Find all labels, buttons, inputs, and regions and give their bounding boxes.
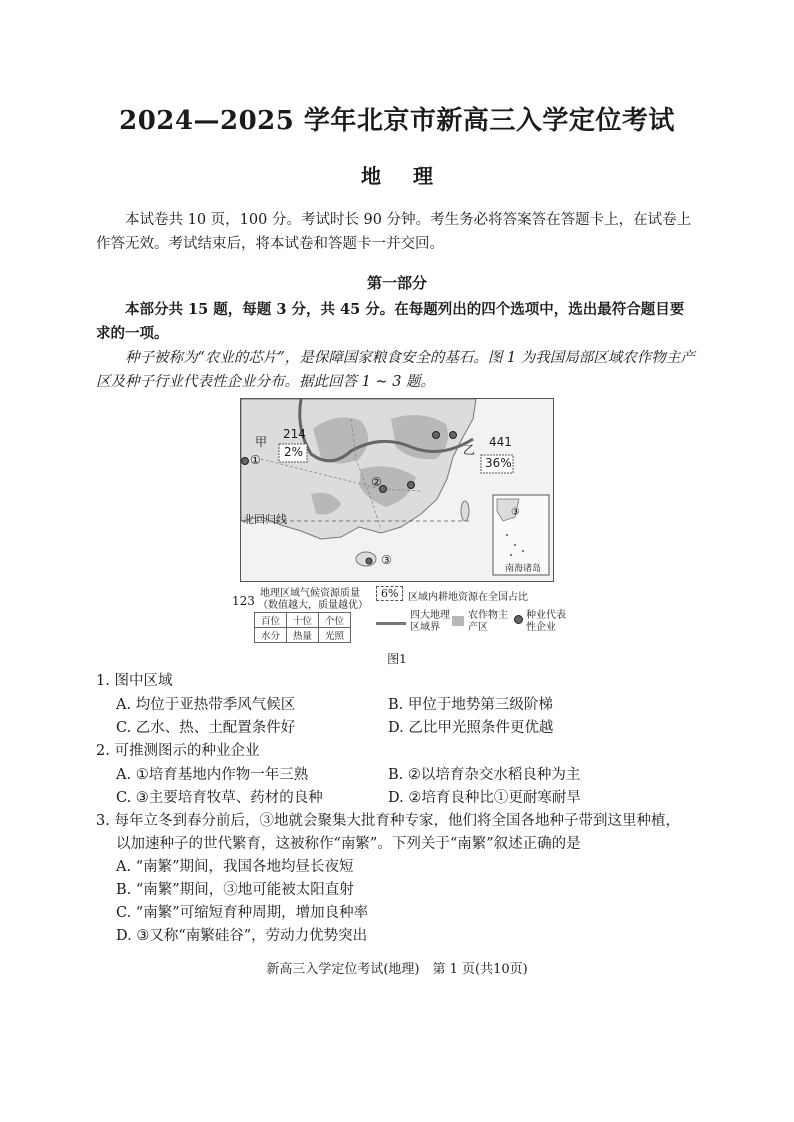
question-1-stem: 1. 图中区域 [96, 673, 173, 689]
question-2-option-d[interactable]: D. ②培育良种比①更耐寒耐旱 [388, 790, 581, 806]
question-stem-intro: 种子被称为“农业的芯片”，是保障国家粮食安全的基石。图 1 为我国局部区域农作物主产区及种子行业代表性企业分布。据此回答 1 ~ 3 题。 [96, 350, 695, 390]
question-2-stem: 2. 可推测图示的种业企业 [96, 743, 260, 759]
map-label-islands: 南海诸岛 [505, 564, 542, 574]
map-label-441: 441 [489, 435, 512, 449]
map-label-c3: ③ [381, 553, 392, 567]
legend-digit-header: 个位 [319, 613, 351, 628]
question-3-option-d[interactable]: D. ③又称“南繁硅谷”，劳动力优势突出 [116, 928, 368, 944]
map-label-pct-2: 2% [284, 445, 304, 459]
question-1-option-a[interactable]: A. 均位于亚热带季风气候区 [116, 697, 296, 713]
legend-quality-note: （数值越大，质量越优） [258, 600, 368, 611]
legend-digit-header: 百位 [255, 613, 287, 628]
map-label-214: 214 [283, 427, 306, 441]
map-label-tropic: 北回归线 [243, 513, 287, 526]
section-instructions: 本部分共 15 题，每题 3 分，共 45 分。在每题列出的四个选项中，选出最符合题目要求的一项。 [96, 301, 685, 342]
legend-digit-meaning: 热量 [287, 628, 319, 643]
question-2-option-a[interactable]: A. ①培育基地内作物一年三熟 [116, 767, 309, 783]
map-label-yi: 乙 [463, 443, 476, 457]
exam-title: 2024—2025 学年北京市新高三入学定位考试 [119, 106, 675, 136]
legend-crop-swatch [452, 616, 464, 626]
legend-enterprise-icon [514, 615, 523, 624]
legend-pct-sample: 6% [376, 586, 403, 601]
legend-pct-text: 区域内耕地资源在全国占比 [408, 592, 528, 603]
legend-digit-meaning: 光照 [319, 628, 351, 643]
question-1-option-d[interactable]: D. 乙比甲光照条件更优越 [388, 720, 554, 736]
legend-digit-meaning: 水分 [255, 628, 287, 643]
map-figure [240, 398, 554, 582]
question-1-option-c[interactable]: C. 乙水、热、土配置条件好 [116, 720, 296, 736]
legend-quality-text: 地理区域气候资源质量 [260, 588, 360, 599]
question-3-option-b[interactable]: B. “南繁”期间，③地可能被太阳直射 [116, 882, 354, 898]
legend-digit-table [254, 612, 351, 643]
subject-title: 地理 [361, 164, 465, 188]
question-3-stem-line2: 以加速种子的世代繁育，这被称作“南繁”。下列关于“南繁”叙述正确的是 [116, 836, 581, 852]
question-3-option-c[interactable]: C. “南繁”可缩短育种周期，增加良种率 [116, 905, 369, 921]
map-label-pct-36: 36% [485, 456, 512, 470]
exam-intro: 本试卷共 10 页，100 分。考试时长 90 分钟。考生务必将答案答在答题卡上，在试卷上作答无效。考试结束后，将本试卷和答题卡一并交回。 [96, 212, 692, 252]
question-3-stem-line1: 3. 每年立冬到春分前后，③地就会聚集大批育种专家，他们将全国各地种子带到这里种植， [96, 813, 680, 829]
map-inset-c3: ③ [511, 507, 520, 518]
section-title: 第一部分 [366, 274, 427, 292]
map-label-c1: ① [250, 453, 261, 467]
page-footer: 新高三入学定位考试(地理) 第 1 页(共10页) [266, 962, 528, 977]
figure-caption: 图1 [387, 652, 407, 666]
question-3-option-a[interactable]: A. “南繁”期间，我国各地均昼长夜短 [116, 859, 354, 875]
question-1-option-b[interactable]: B. 甲位于地势第三级阶梯 [388, 697, 553, 713]
legend-sample-value: 123 [232, 594, 255, 608]
legend-enterprise-text: 种业代表性企业 [526, 610, 566, 633]
map-label-c2: ② [371, 475, 382, 489]
map-label-jia: 甲 [255, 435, 268, 449]
legend-crop-text: 农作物主产区 [468, 610, 508, 633]
map-legend [232, 584, 572, 642]
legend-boundary-swatch [376, 622, 406, 625]
legend-digit-header: 十位 [287, 613, 319, 628]
question-2-option-c[interactable]: C. ③主要培育牧草、药材的良种 [116, 790, 323, 806]
question-2-option-b[interactable]: B. ②以培育杂交水稻良种为主 [388, 767, 581, 783]
legend-boundary-text: 四大地理区域界 [410, 610, 450, 633]
